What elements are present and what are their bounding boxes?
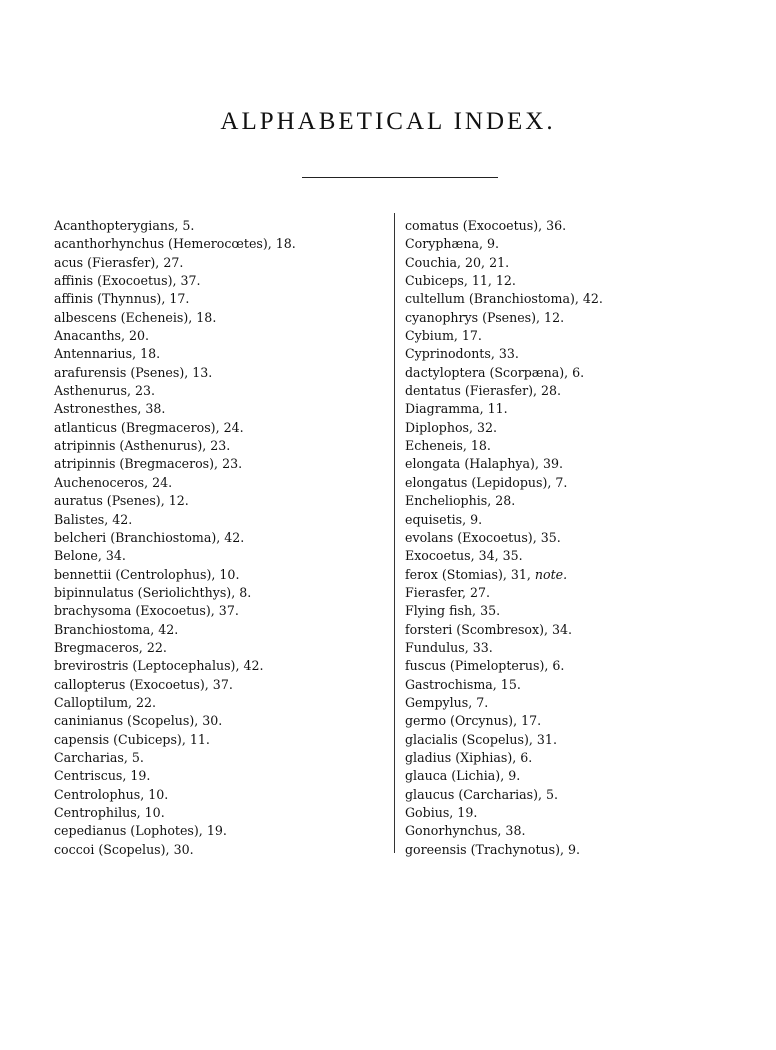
- index-column-right: [405, 217, 745, 859]
- index-entry: brevirostris (Leptocephalus), 42.: [54, 658, 264, 674]
- index-entry: Anacanths, 20.: [54, 328, 150, 344]
- index-entry: Flying fish, 35.: [405, 603, 501, 619]
- title-rule: [302, 177, 498, 178]
- index-entry: affinis (Thynnus), 17.: [54, 291, 190, 307]
- index-entry: atripinnis (Bregmaceros), 23.: [54, 456, 243, 472]
- index-entry: atripinnis (Asthenurus), 23.: [54, 438, 231, 454]
- index-entry: arafurensis (Psenes), 13.: [54, 364, 213, 380]
- index-entry: Gobius, 19.: [405, 805, 478, 820]
- index-entry-text: ferox (Stomias), 31,: [405, 566, 531, 582]
- index-entry: Diagramma, 11.: [405, 401, 508, 417]
- index-entry: goreensis (Trachynotus), 9.: [405, 841, 581, 857]
- index-entry: affinis (Exocoetus), 37.: [54, 273, 201, 289]
- index-entry: Cybium, 17.: [405, 328, 482, 344]
- index-entry: Astronesthes, 38.: [54, 401, 166, 417]
- index-entry: cyanophrys (Psenes), 12.: [405, 309, 565, 325]
- index-entry: Centriscus, 19.: [54, 768, 151, 784]
- index-entry: gladius (Xiphias), 6.: [405, 749, 533, 765]
- index-entry: atlanticus (Bregmaceros), 24.: [54, 419, 244, 435]
- index-entry: Auchenoceros, 24.: [54, 474, 173, 490]
- index-entry: Balistes, 42.: [54, 511, 133, 527]
- index-entry: Encheliophis, 28.: [405, 493, 516, 509]
- index-entry: Fundulus, 33.: [405, 639, 493, 655]
- page-title: ALPHABETICAL INDEX.: [220, 108, 556, 135]
- index-entry: Couchia, 20, 21.: [405, 254, 510, 270]
- column-divider: [394, 213, 395, 853]
- index-entry: belcheri (Branchiostoma), 42.: [54, 529, 245, 545]
- index-entry: Cyprinodonts, 33.: [405, 346, 519, 362]
- index-entry: Belone, 34.: [54, 548, 126, 564]
- index-entry: Echeneis, 18.: [405, 438, 491, 454]
- index-entry: capensis (Cubiceps), 11.: [54, 731, 210, 747]
- index-entry: glaucus (Carcharias), 5.: [405, 786, 559, 802]
- index-entry: equisetis, 9.: [405, 511, 483, 527]
- index-entry: evolans (Exocoetus), 35.: [405, 529, 561, 545]
- index-entry: acus (Fierasfer), 27.: [54, 254, 184, 270]
- index-entry: Exocoetus, 34, 35.: [405, 548, 523, 564]
- index-entry: fuscus (Pimelopterus), 6.: [405, 658, 565, 674]
- index-entry: Branchiostoma, 42.: [54, 621, 179, 637]
- index-entry: Centrophilus, 10.: [54, 805, 165, 820]
- index-entry: germo (Orcynus), 17.: [405, 713, 542, 729]
- index-entry: callopterus (Exocoetus), 37.: [54, 676, 233, 692]
- index-entry: Cubiceps, 11, 12.: [405, 273, 516, 289]
- index-entry: acanthorhynchus (Hemerocœtes), 18.: [54, 236, 296, 252]
- index-entry: Gempylus, 7.: [405, 694, 489, 710]
- index-entry: Antennarius, 18.: [54, 346, 161, 362]
- index-entry-ferox: [405, 566, 745, 584]
- index-column-left: [54, 217, 389, 859]
- index-entry: dactyloptera (Scorpæna), 6.: [405, 364, 585, 380]
- index-entry: elongatus (Lepidopus), 7.: [405, 474, 568, 490]
- index-entry: caninianus (Scopelus), 30.: [54, 713, 223, 729]
- index-entry: Coryphæna, 9.: [405, 236, 500, 252]
- index-entry: bipinnulatus (Seriolichthys), 8.: [54, 584, 252, 600]
- index-entry: glauca (Lichia), 9.: [405, 768, 521, 784]
- index-entry: glacialis (Scopelus), 31.: [405, 731, 557, 747]
- index-entry: Acanthopterygians, 5.: [54, 218, 195, 233]
- index-entry: Diplophos, 32.: [405, 419, 498, 435]
- index-entry: coccoi (Scopelus), 30.: [54, 841, 194, 857]
- index-entry: forsteri (Scombresox), 34.: [405, 621, 573, 637]
- index-entry: Asthenurus, 23.: [54, 383, 156, 399]
- index-entry: cepedianus (Lophotes), 19.: [54, 823, 227, 839]
- index-entry: Fierasfer, 27.: [405, 584, 490, 600]
- index-entry: Bregmaceros, 22.: [54, 639, 167, 655]
- index-entry: Centrolophus, 10.: [54, 786, 169, 802]
- index-entry: Carcharias, 5.: [54, 749, 144, 765]
- index-entry: Gonorhynchus, 38.: [405, 823, 526, 839]
- index-entry: comatus (Exocoetus), 36.: [405, 218, 567, 233]
- index-entry: Gastrochisma, 15.: [405, 676, 521, 692]
- index-entry: cultellum (Branchiostoma), 42.: [405, 291, 603, 307]
- index-entry: brachysoma (Exocoetus), 37.: [54, 603, 239, 619]
- index-entry: elongata (Halaphya), 39.: [405, 456, 563, 472]
- index-entry: bennettii (Centrolophus), 10.: [54, 566, 240, 582]
- index-entry: albescens (Echeneis), 18.: [54, 309, 217, 325]
- index-entry: Calloptilum, 22.: [54, 694, 157, 710]
- index-entry: auratus (Psenes), 12.: [54, 493, 189, 509]
- note-italic: note.: [534, 566, 568, 582]
- index-entry: dentatus (Fierasfer), 28.: [405, 383, 562, 399]
